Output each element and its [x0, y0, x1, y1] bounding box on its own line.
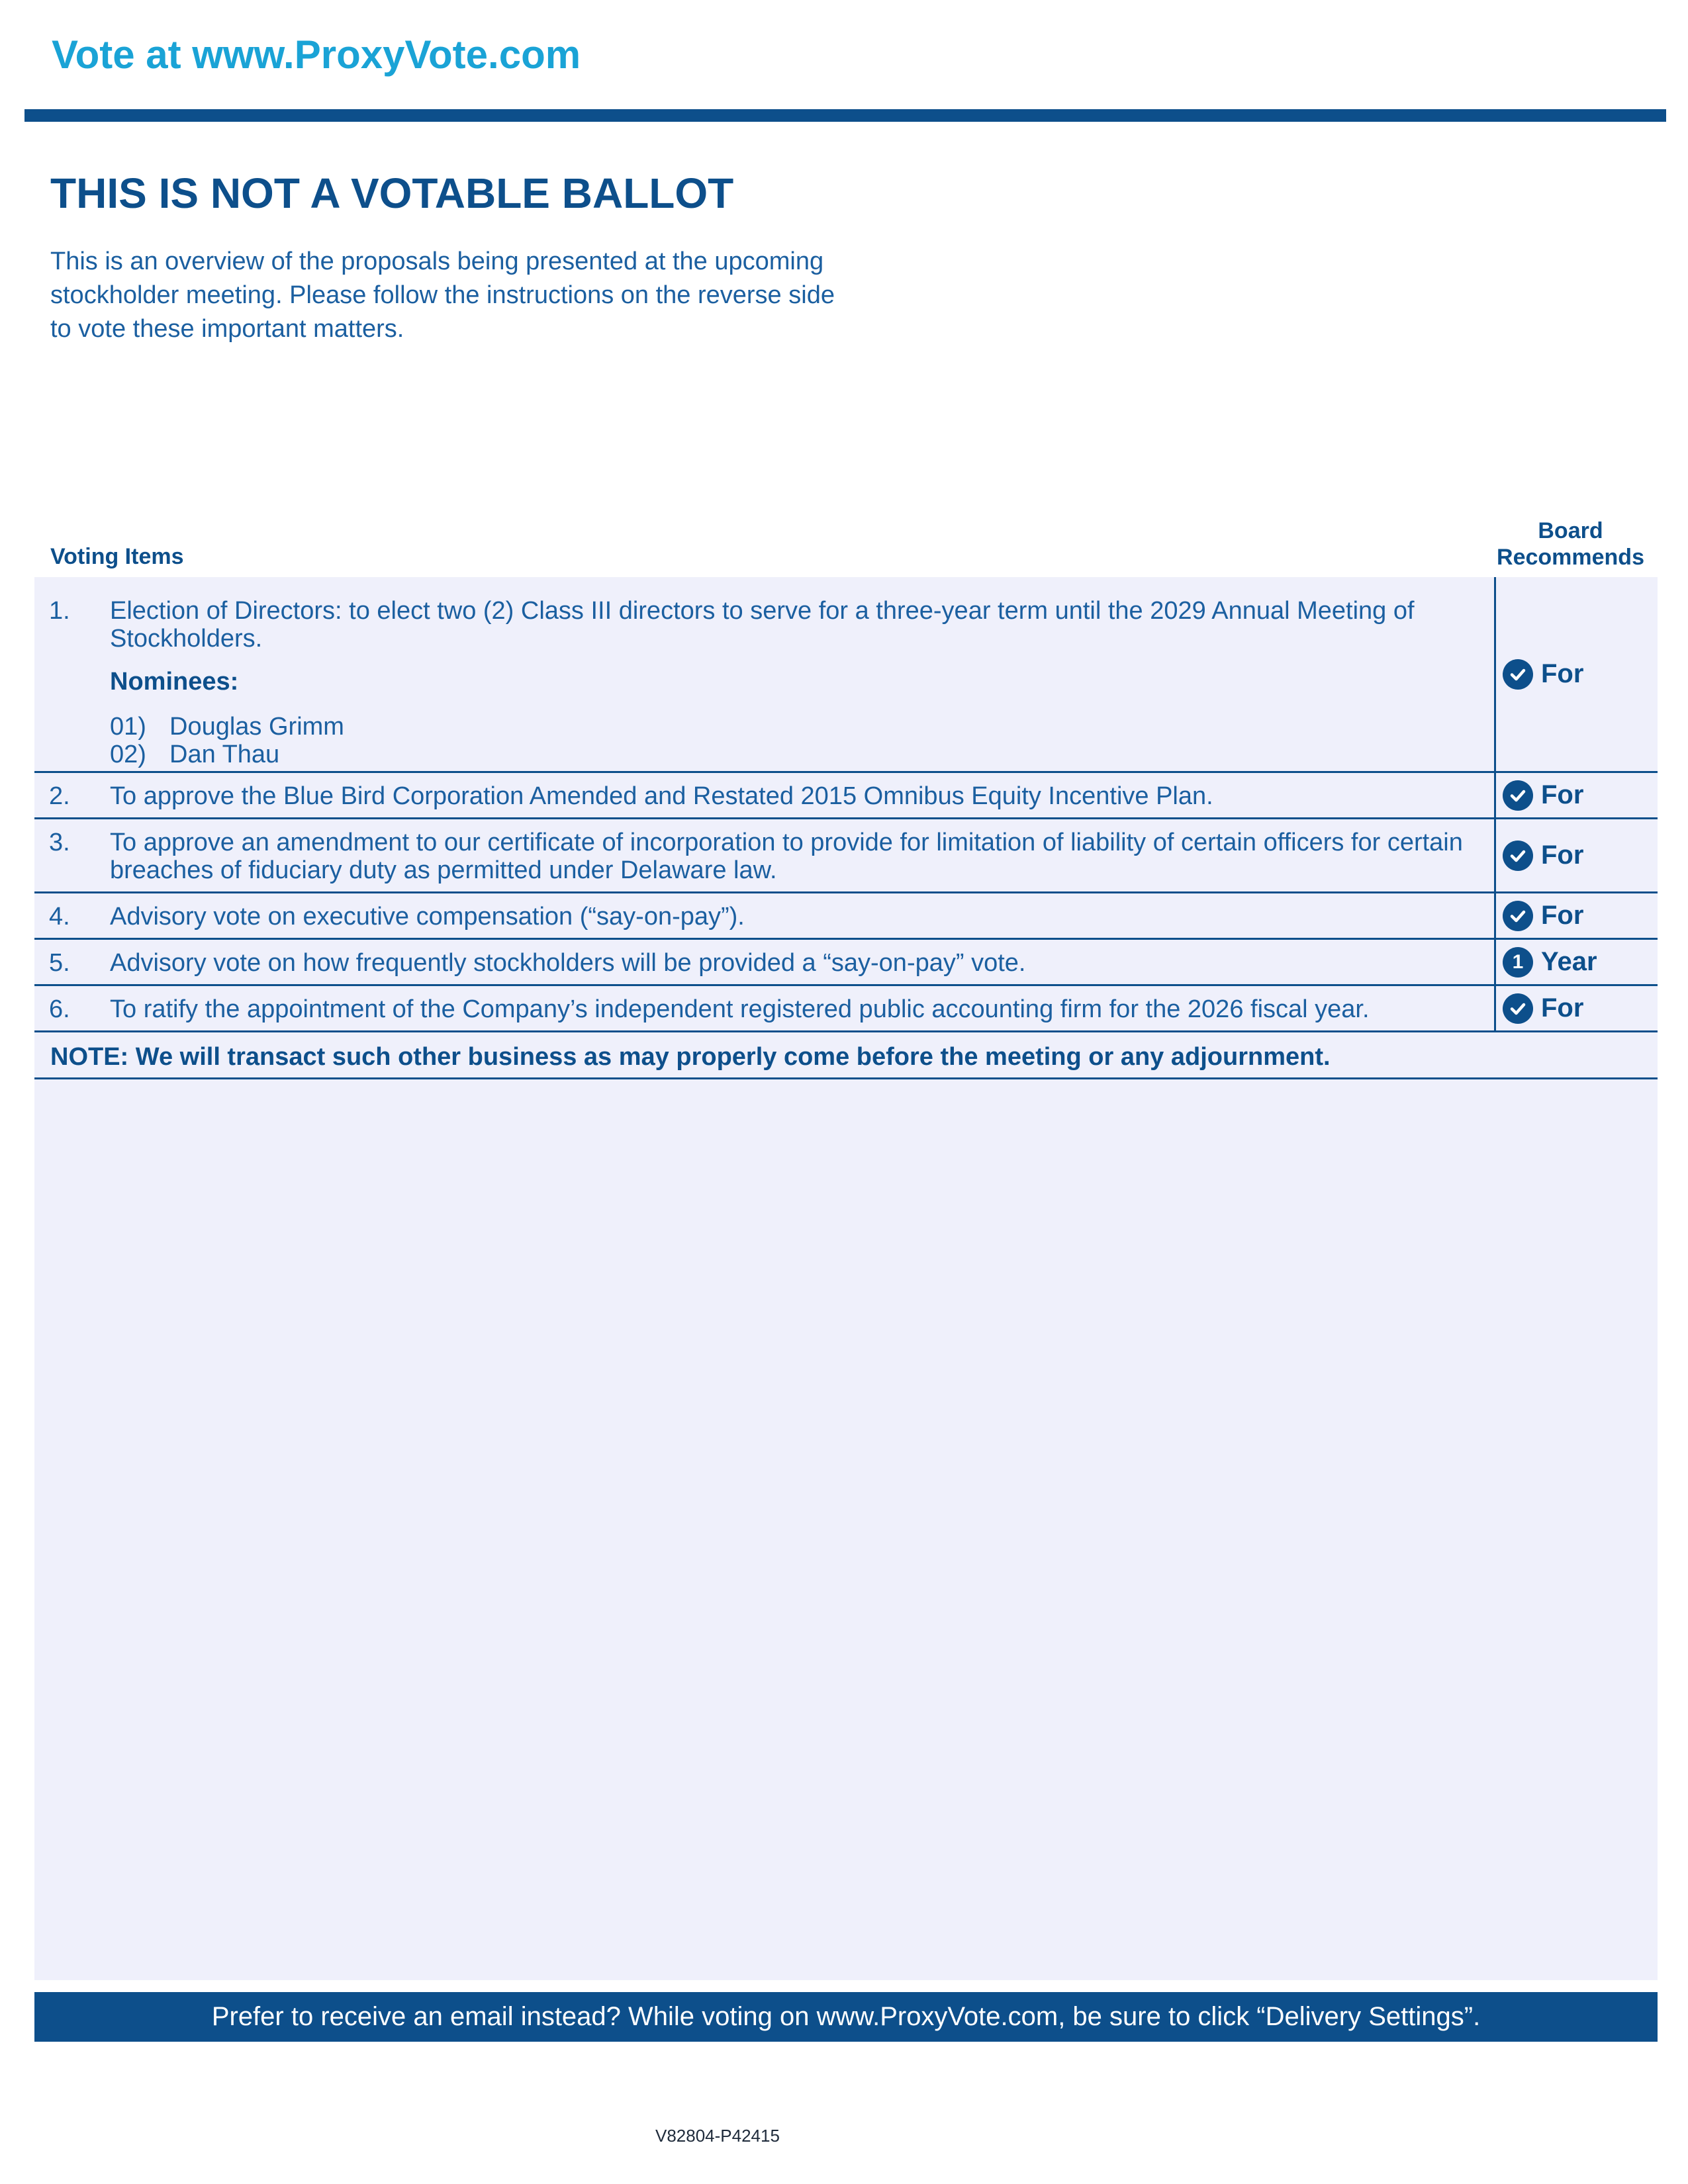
vote-link[interactable]: Vote at www.ProxyVote.com	[52, 32, 581, 77]
item-number: 6.	[49, 995, 70, 1023]
item-description: To approve an amendment to our certificate of incorporation to provide for limitation of liability of certain officers for certain breaches of fiduciary duty as permitted under Delaware law.	[110, 829, 1463, 884]
item-description: To ratify the appointment of the Company’s independent registered public accounting firm for the 2026 fiscal year.	[110, 995, 1370, 1023]
page-title: THIS IS NOT A VOTABLE BALLOT	[50, 169, 734, 217]
voting-item-text-cell	[34, 819, 1496, 891]
voting-item-text-cell	[34, 893, 1496, 938]
voting-item-row	[34, 940, 1658, 986]
recommendation-label: For	[1541, 659, 1584, 688]
document-code: V82804-P42415	[655, 2126, 780, 2146]
voting-item-row	[34, 577, 1658, 773]
check-icon	[1503, 780, 1533, 811]
item-number: 3.	[49, 829, 70, 856]
voting-item-row	[34, 819, 1658, 893]
board-recommendation-cell	[1496, 577, 1658, 771]
item-description: Advisory vote on how frequently stockholders will be provided a “say-on-pay” vote.	[110, 949, 1026, 977]
voting-item-text-cell	[34, 940, 1496, 984]
recommendation-label: Year	[1541, 947, 1597, 976]
number-one-icon: 1	[1503, 947, 1533, 978]
check-icon	[1503, 659, 1533, 690]
voting-item-text-cell	[34, 986, 1496, 1030]
meeting-note: NOTE: We will transact such other business as may properly come before the meeting or any adjournment.	[50, 1043, 1331, 1071]
voting-item-row	[34, 986, 1658, 1032]
nominees-label: Nominees:	[110, 668, 239, 696]
nominee-index: 01)	[110, 713, 146, 741]
check-icon	[1503, 993, 1533, 1024]
voting-items-header: Voting Items	[50, 544, 184, 569]
voting-item-row	[34, 773, 1658, 819]
recommendation-label: For	[1541, 901, 1584, 930]
item-number: 2.	[49, 782, 70, 810]
nominee-name: Douglas Grimm	[169, 713, 344, 741]
item-number: 1.	[49, 597, 70, 625]
board-recommendation-cell	[1496, 940, 1658, 984]
check-icon	[1503, 841, 1533, 871]
board-recommends-header: Board Recommends	[1497, 518, 1644, 570]
item-description: Advisory vote on executive compensation (“say-on-pay”).	[110, 903, 745, 931]
item-description: Election of Directors: to elect two (2) Class III directors to serve for a three-year term until the 2029 Annual Meeting of Stockholders.	[110, 597, 1415, 653]
board-recommendation-cell	[1496, 986, 1658, 1030]
delivery-settings-banner	[34, 1992, 1658, 2042]
board-recommendation-cell	[1496, 773, 1658, 817]
nominee-index: 02)	[110, 741, 146, 768]
nominee-item	[110, 713, 344, 741]
item-description: To approve the Blue Bird Corporation Amended and Restated 2015 Omnibus Equity Incentive Plan.	[110, 782, 1213, 810]
check-icon	[1503, 901, 1533, 931]
board-recommendation-cell	[1496, 893, 1658, 938]
board-recommendation-cell	[1496, 819, 1658, 891]
note-rule	[34, 1077, 1658, 1079]
recommendation-label: For	[1541, 993, 1584, 1023]
intro-text: This is an overview of the proposals being presented at the upcoming stockholder meeting. Please follow the instructions on the reverse side to vote these important matters.	[50, 248, 835, 343]
voting-item-text-cell	[34, 773, 1496, 817]
nominee-item	[110, 741, 279, 768]
nominee-name: Dan Thau	[169, 741, 280, 768]
item-number: 5.	[49, 949, 70, 977]
recommendation-label: For	[1541, 780, 1584, 809]
voting-item-row	[34, 893, 1658, 940]
voting-item-text-cell	[34, 577, 1496, 771]
banner-message: Prefer to receive an email instead? While voting on www.ProxyVote.com, be sure to click “Delivery Settings”.	[211, 2002, 1481, 2031]
recommendation-label: For	[1541, 841, 1584, 870]
header-rule	[24, 109, 1666, 122]
item-number: 4.	[49, 903, 70, 931]
